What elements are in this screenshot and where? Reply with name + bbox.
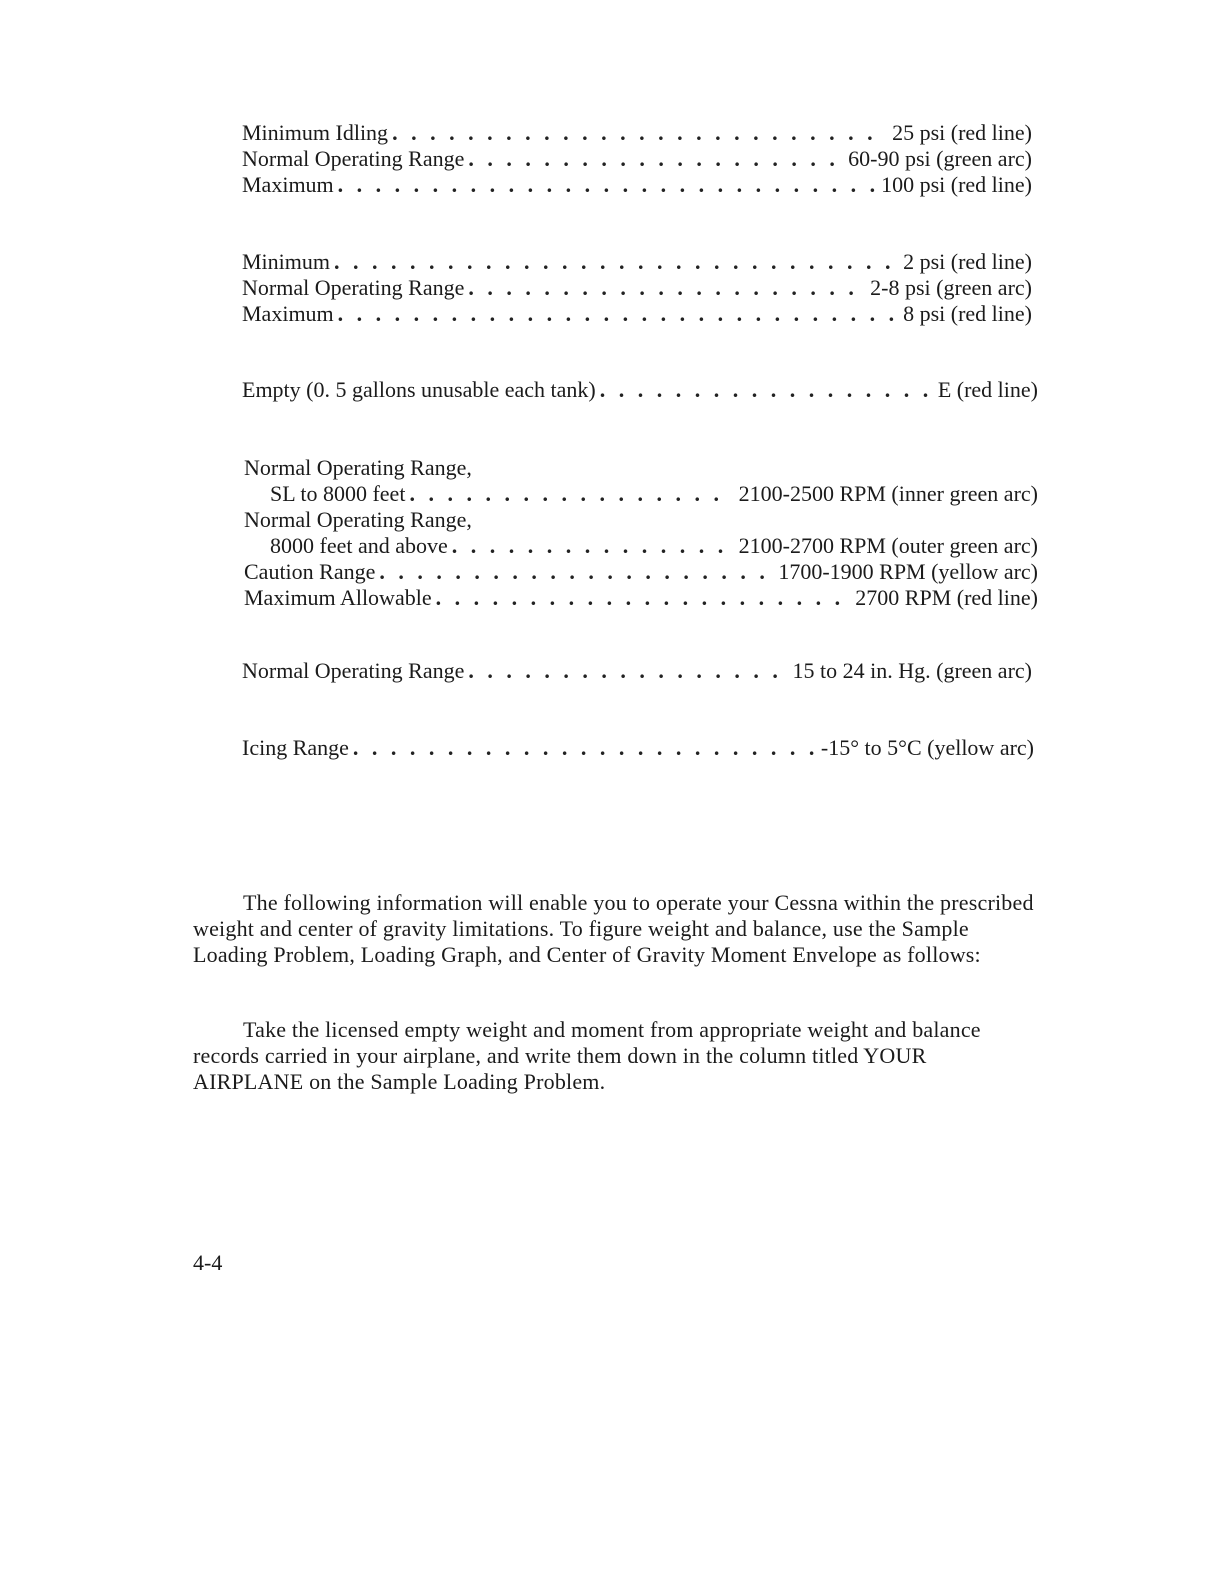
limit-row [244,533,1038,559]
dot-leader [600,377,932,403]
dot-leader [338,301,897,327]
limit-value: 1700-1900 RPM (yellow arc) [778,559,1038,584]
limit-value: 60-90 psi (green arc) [848,146,1032,171]
limit-value: 2700 RPM (red line) [855,585,1038,610]
limit-label: Caution Range [244,559,376,584]
paragraph-text: The following information will enable you to operate your Cessna within the prescribed weight and center of gravity limitations. To figure weight and balance, use the Sample Loading Problem, Loading Graph, and Center of Gravity Moment Envelope as follows: [193,890,1034,967]
dot-leader [353,735,815,761]
limit-row [244,455,1038,481]
fuel-quantity-limits [242,377,1038,403]
limit-label: Normal Operating Range [242,275,465,300]
limit-label: Minimum Idling [242,120,389,145]
limit-row [244,507,1038,533]
limit-row [242,377,1038,403]
dot-leader [392,120,886,146]
limit-row [244,559,1038,585]
limit-label: Icing Range [242,735,349,760]
fuel-pressure-limits [242,249,1032,327]
empty-weight-paragraph [193,1017,1038,1095]
dot-leader [468,658,786,684]
limit-row [244,481,1038,507]
limit-row [244,585,1038,611]
dot-leader [468,146,842,172]
dot-leader [334,249,897,275]
limit-label: Maximum Allowable [244,585,432,610]
limit-label: Normal Operating Range [242,658,465,683]
weight-balance-intro-paragraph [193,890,1038,968]
limit-label: SL to 8000 feet [270,481,406,506]
limit-row [242,275,1032,301]
limit-label: Empty (0. 5 gallons unusable each tank) [242,377,596,402]
limit-value: 8 psi (red line) [903,301,1032,326]
limit-row [242,735,1034,761]
limit-value: 2100-2500 RPM (inner green arc) [738,481,1038,506]
limit-label: Normal Operating Range [242,146,465,171]
limit-value: 15 to 24 in. Hg. (green arc) [792,658,1032,683]
limit-value: 25 psi (red line) [892,120,1032,145]
limit-label: 8000 feet and above [270,533,448,558]
dot-leader [436,585,850,611]
limit-value: 100 psi (red line) [881,172,1032,197]
paragraph-text: Take the licensed empty weight and moment from appropriate weight and balance records carried in your airplane, and write them down in the column titled YOUR AIRPLANE on the Sample Loading Problem. [193,1017,981,1094]
limit-label: Normal Operating Range, [244,507,472,532]
oil-pressure-limits [242,120,1032,198]
limit-label: Minimum [242,249,331,274]
limit-label: Maximum [242,172,334,197]
limit-row [242,658,1032,684]
dot-leader [468,275,864,301]
limit-value: -15° to 5°C (yellow arc) [820,735,1034,760]
limit-row [242,301,1032,327]
dot-leader [379,559,772,585]
limit-value: E (red line) [937,377,1038,402]
limit-row [242,146,1032,172]
dot-leader [452,533,733,559]
manifold-pressure-limits [242,658,1032,684]
dot-leader [409,481,732,507]
page-number: 4-4 [193,1250,223,1275]
limit-value: 2100-2700 RPM (outer green arc) [738,533,1038,558]
limit-value: 2 psi (red line) [903,249,1032,274]
carburetor-air-temp-limits [242,735,1034,761]
limit-row [242,120,1032,146]
limit-row [242,249,1032,275]
limit-label: Normal Operating Range, [244,455,472,480]
limit-value: 2-8 psi (green arc) [870,275,1032,300]
limit-label: Maximum [242,301,334,326]
dot-leader [338,172,875,198]
limit-row [242,172,1032,198]
tachometer-limits [244,455,1038,611]
